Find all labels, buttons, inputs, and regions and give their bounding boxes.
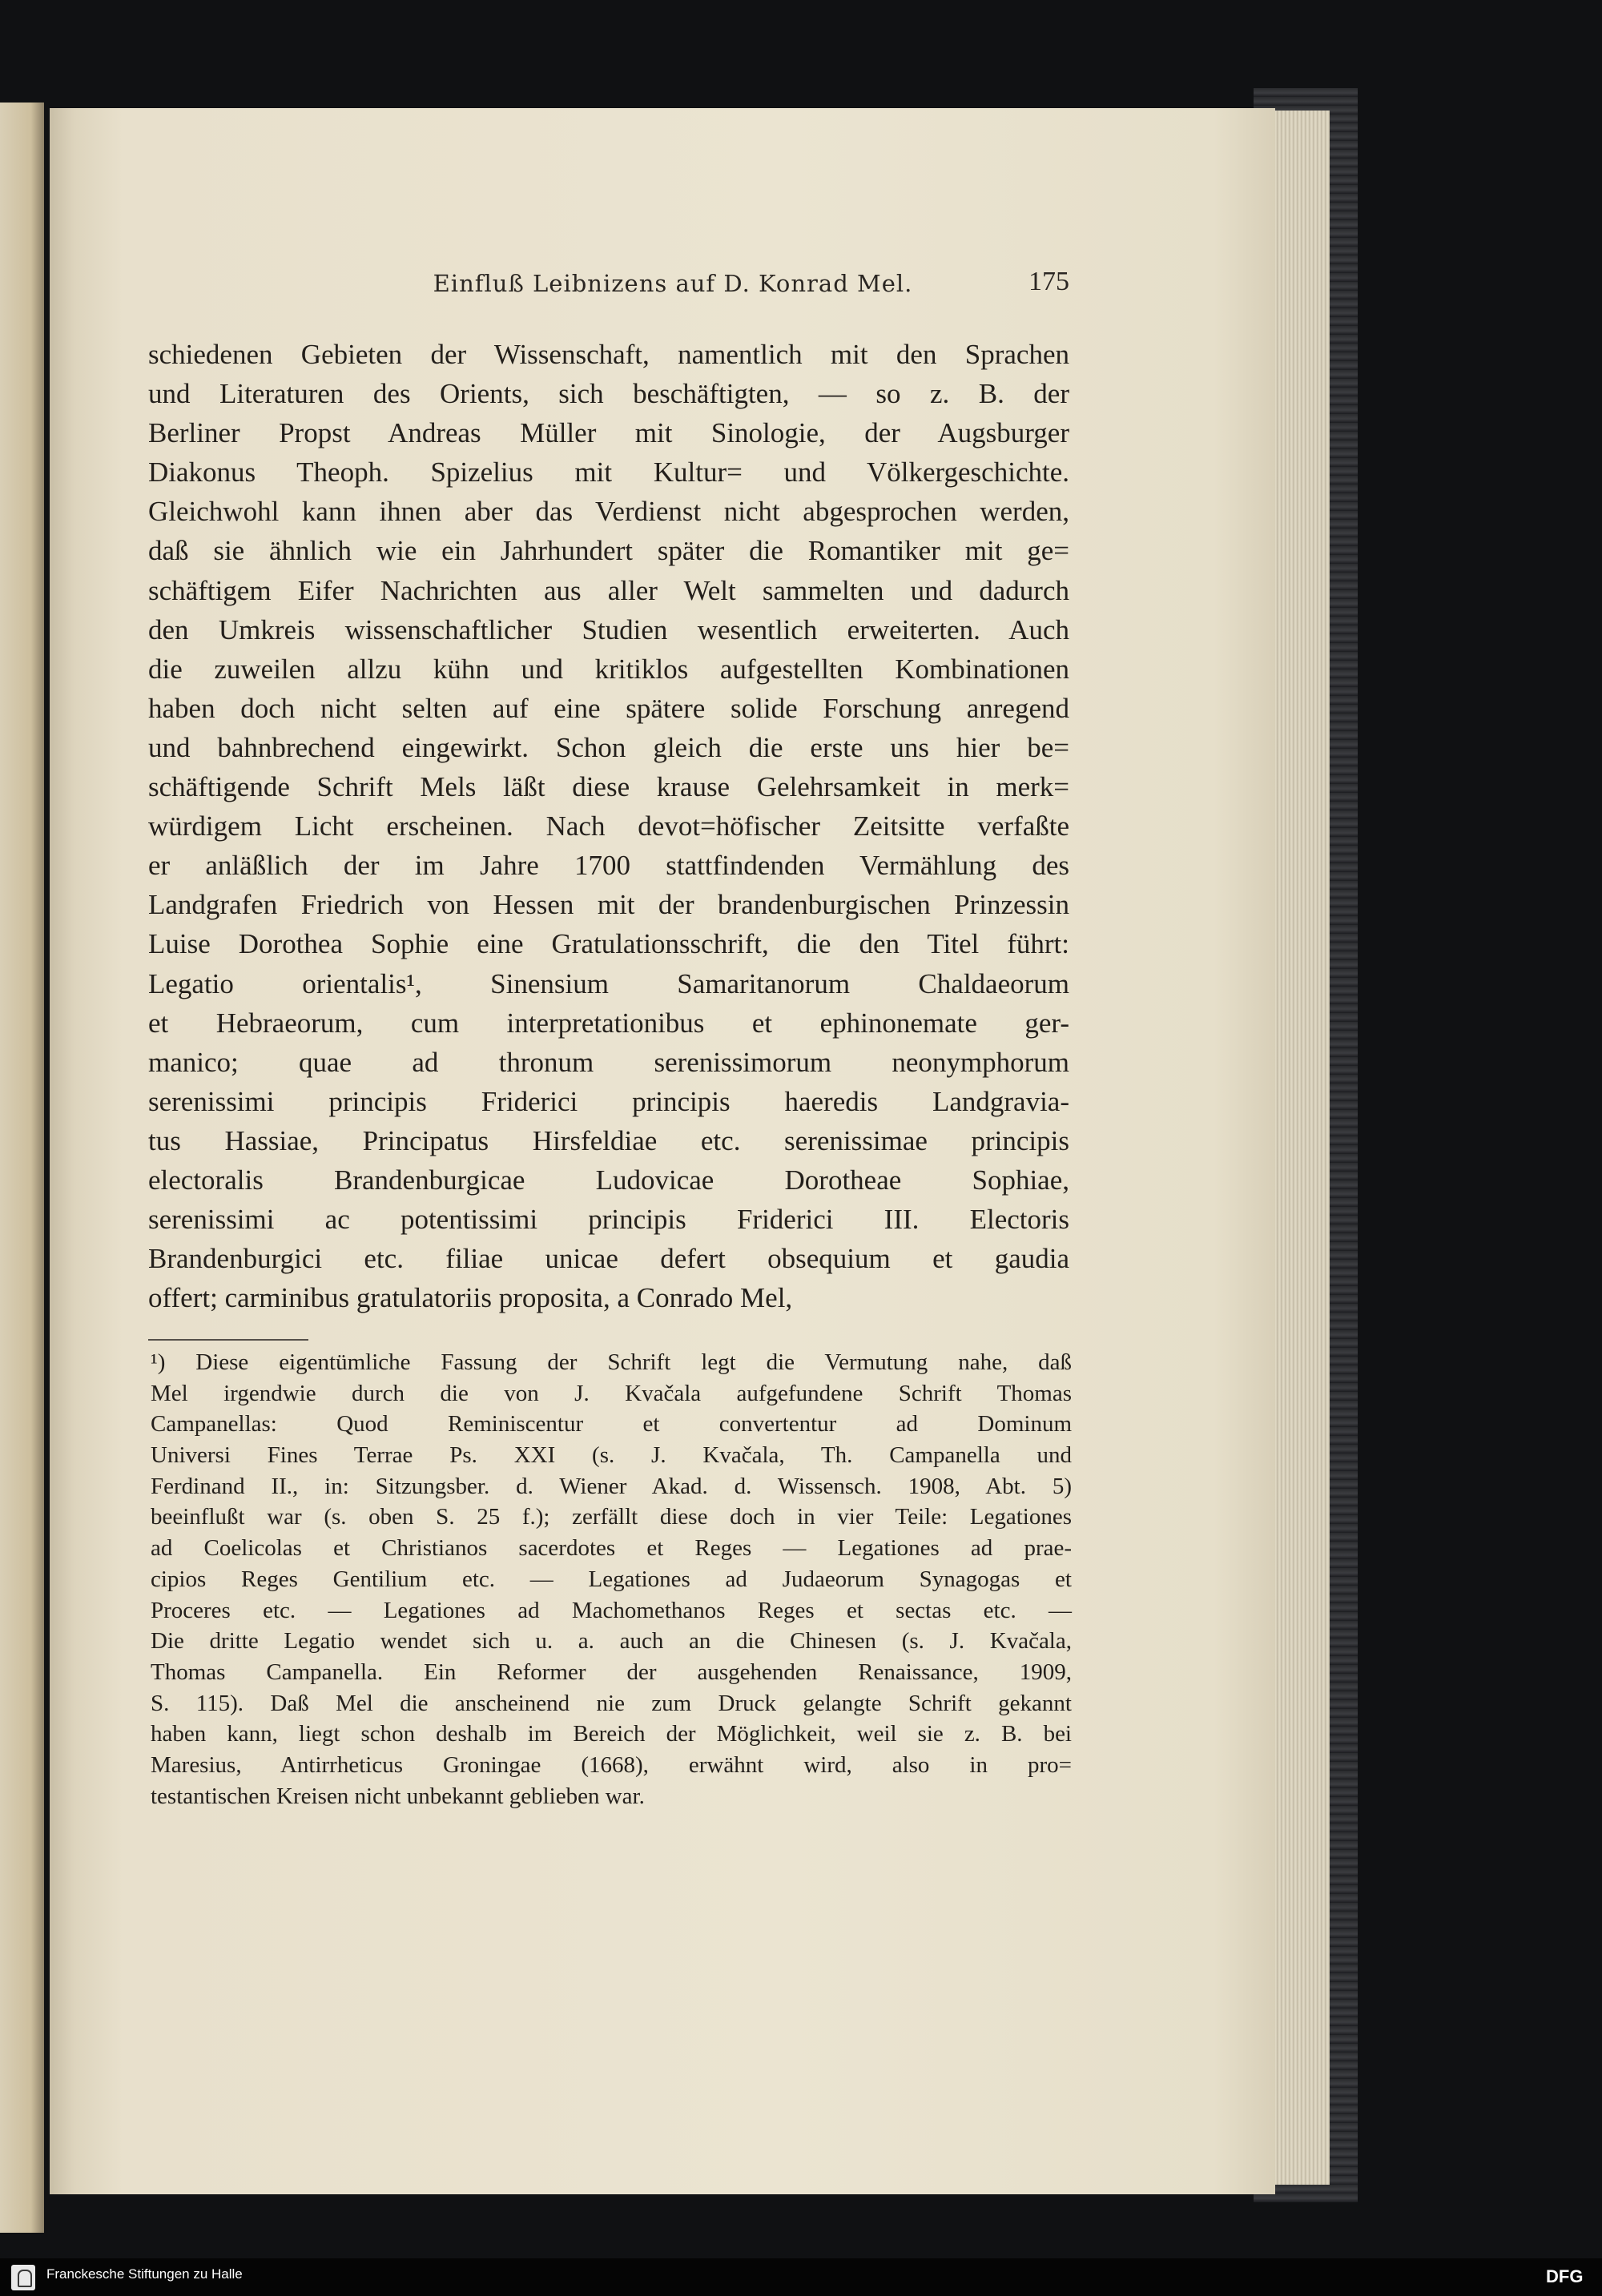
body-line: schiedenen Gebieten der Wissenschaft, namentlich mit den Sprachen <box>148 339 1069 370</box>
institution-logo-icon <box>11 2265 35 2290</box>
footnote-line: testantischen Kreisen nicht unbekannt geblieben war. <box>151 1783 645 1809</box>
body-line: serenissimi principis Friderici principis haeredis Landgravia- <box>148 1085 1069 1117</box>
footnote-line: S. 115). Daß Mel die anscheinend nie zum Druck gelangte Schrift gekannt <box>151 1690 1072 1716</box>
body-line: Brandenburgici etc. filiae unicae defert obsequium et gaudia <box>148 1243 1069 1275</box>
footnotes <box>151 1347 1072 1811</box>
body-line: manico; quae ad thronum serenissimorum neonymphorum <box>148 1046 1069 1078</box>
running-head: Einfluß Leibnizens auf D. Konrad Mel. <box>433 270 913 297</box>
body-line: den Umkreis wissenschaftlicher Studien wesentlich erweiterten. Auch <box>148 613 1069 645</box>
facing-page-edge <box>0 103 44 2233</box>
body-line: tus Hassiae, Principatus Hirsfeldiae etc. serenissimae principis <box>148 1124 1069 1156</box>
body-line: Berliner Propst Andreas Müller mit Sinologie, der Augsburger <box>148 417 1069 449</box>
body-line: schäftigende Schrift Mels läßt diese krause Gelehrsamkeit in merk= <box>148 771 1069 803</box>
body-line: er anläßlich der im Jahre 1700 stattfindenden Vermählung des <box>148 850 1069 882</box>
body-line: und bahnbrechend eingewirkt. Schon gleich die erste uns hier be= <box>148 731 1069 763</box>
footnote-line: Proceres etc. — Legationes ad Machomethanos Reges et sectas etc. — <box>151 1597 1072 1623</box>
footnote-line: ¹) Diese eigentümliche Fassung der Schrift legt die Vermutung nahe, daß <box>151 1349 1072 1375</box>
body-line: Diakonus Theoph. Spizelius mit Kultur= und Völkergeschichte. <box>148 456 1069 489</box>
body-line: et Hebraeorum, cum interpretationibus et ephinonemate ger- <box>148 1007 1069 1039</box>
body-text <box>148 335 1069 1317</box>
body-line: würdigem Licht erscheinen. Nach devot=höfischer Zeitsitte verfaßte <box>148 810 1069 842</box>
footnote-line: cipios Reges Gentilium etc. — Legationes ad Judaeorum Synagogas et <box>151 1566 1072 1592</box>
footnote-line: beeinflußt war (s. oben S. 25 f.); zerfällt diese doch in vier Teile: Legationes <box>151 1504 1072 1530</box>
body-line: haben doch nicht selten auf eine spätere solide Forschung anregend <box>148 692 1069 724</box>
page-number: 175 <box>1028 267 1069 296</box>
body-line: Landgrafen Friedrich von Hessen mit der brandenburgischen Prinzessin <box>148 889 1069 921</box>
body-line: schäftigem Eifer Nachrichten aus aller Welt sammelten und dadurch <box>148 574 1069 606</box>
page-stack-edges <box>1266 111 1330 2185</box>
footnote-line: ad Coelicolas et Christianos sacerdotes et Reges — Legationes ad prae- <box>151 1535 1072 1562</box>
footnote-line: Universi Fines Terrae Ps. XXI (s. J. Kvačala, Th. Campanella und <box>151 1442 1072 1469</box>
body-line: und Literaturen des Orients, sich beschäftigten, — so z. B. der <box>148 378 1069 410</box>
footnote-rule <box>148 1339 308 1341</box>
footnote-line: haben kann, liegt schon deshalb im Bereich der Möglichkeit, weil sie z. B. bei <box>151 1721 1072 1747</box>
institution-name: Franckesche Stiftungen zu Halle <box>46 2266 243 2282</box>
footnote-line: Die dritte Legatio wendet sich u. a. auch an die Chinesen (s. J. Kvačala, <box>151 1628 1072 1655</box>
body-line: electoralis Brandenburgicae Ludovicae Dorotheae Sophiae, <box>148 1164 1069 1196</box>
dfg-logo: DFG <box>1546 2266 1584 2286</box>
footnote-line: Mel irgendwie durch die von J. Kvačala aufgefundene Schrift Thomas <box>151 1380 1072 1406</box>
body-line: Luise Dorothea Sophie eine Gratulationsschrift, die den Titel führt: <box>148 928 1069 960</box>
body-line: daß sie ähnlich wie ein Jahrhundert später die Romantiker mit ge= <box>148 535 1069 567</box>
footnote-line: Campanellas: Quod Reminiscentur et convertentur ad Dominum <box>151 1411 1072 1438</box>
footnote-line: Thomas Campanella. Ein Reformer der ausgehenden Renaissance, 1909, <box>151 1659 1072 1685</box>
body-line: serenissimi ac potentissimi principis Friderici III. Electoris <box>148 1204 1069 1236</box>
footnote-line: Maresius, Antirrheticus Groningae (1668), erwähnt wird, also in pro= <box>151 1751 1072 1778</box>
body-line: offert; carminibus gratulatoriis proposita, a Conrado Mel, <box>148 1282 793 1314</box>
body-line: Legatio orientalis¹, Sinensium Samaritanorum Chaldaeorum <box>148 967 1069 999</box>
footnote-line: Ferdinand II., in: Sitzungsber. d. Wiener Akad. d. Wissensch. 1908, Abt. 5) <box>151 1473 1072 1499</box>
body-line: Gleichwohl kann ihnen aber das Verdienst nicht abgesprochen werden, <box>148 496 1069 528</box>
body-line: die zuweilen allzu kühn und kritiklos aufgestellten Kombinationen <box>148 653 1069 685</box>
